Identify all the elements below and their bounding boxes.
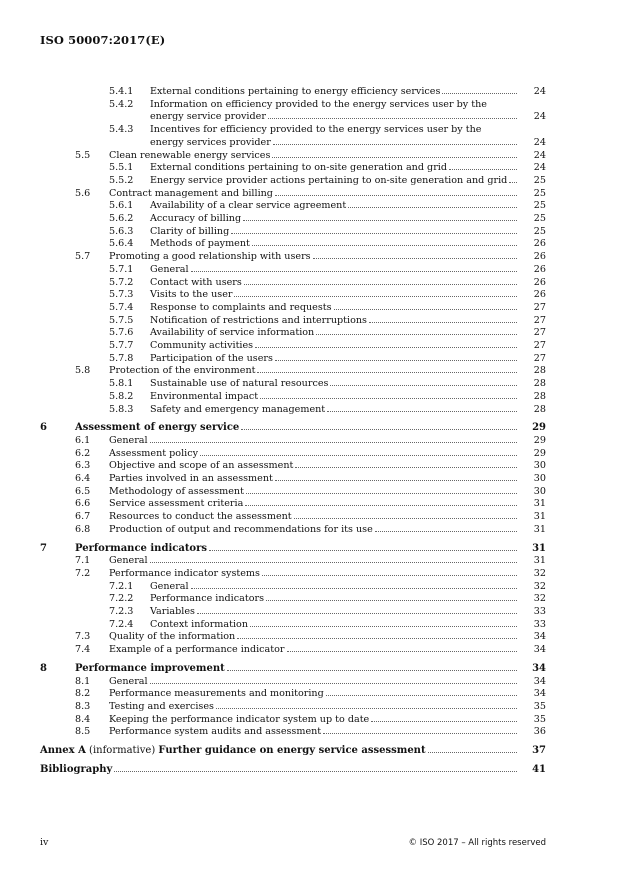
toc-entry-page: 27 [533,352,546,364]
toc-entry-number: 5.6.2 [109,213,134,224]
toc-entry-number: 5.7.1 [109,263,134,275]
toc-entry-page: 26 [533,263,546,275]
toc-entry-title: Parties involved in an assessment [109,473,273,484]
toc-entry-title: Availability of a clear service agreement [150,200,347,212]
dot-leader [250,626,517,627]
dot-leader [294,518,517,519]
toc-entry[interactable] [0,213,620,225]
dot-leader [262,575,517,576]
toc-entry[interactable] [0,315,620,327]
toc-entry-number: 6.8 [75,523,91,535]
toc-entry-page: 28 [533,403,546,415]
dot-leader [114,771,517,772]
dot-leader [327,411,517,412]
dot-leader [442,93,517,94]
toc-entry-page: 36 [533,726,546,738]
toc-entry-number: 5.6 [75,187,91,199]
toc-entry-page: 31 [533,498,546,510]
toc-entry[interactable] [0,486,620,498]
toc-entry-page: 30 [533,485,546,497]
toc-entry-number: 5.8.3 [109,403,134,415]
toc-entry-number: 7.1 [75,555,91,567]
toc-entry-page: 32 [533,580,546,592]
toc-entry-continuation [0,137,620,149]
toc-entry-page: 37 [532,745,546,756]
dot-leader [216,708,517,709]
toc-entry-number: 6.2 [75,447,91,459]
toc-entry[interactable] [0,200,620,212]
dot-leader [231,233,517,234]
dot-leader [273,144,517,145]
annex-title: Further guidance on energy service assessment [158,745,426,756]
toc-entry-page: 27 [533,301,546,313]
toc-entry[interactable] [0,340,620,352]
dot-leader [348,207,517,208]
toc-entry[interactable] [0,86,620,98]
toc-entry-page: 29 [533,434,546,446]
toc-entry[interactable] [0,701,620,713]
toc-entry[interactable] [0,264,620,276]
toc-entry-title: Variables [150,606,195,617]
toc-entry-number: 5.5.2 [109,174,134,186]
dot-leader [200,455,517,456]
dot-leader [275,480,517,481]
dot-leader [330,385,517,386]
toc-entry-page: 28 [533,390,546,402]
toc-entry-number: 5.5.1 [109,162,134,174]
page-number: iv [40,837,49,848]
toc-entry-page: 34 [532,662,546,674]
dot-leader [371,721,517,722]
dot-leader [326,695,517,696]
toc-entry[interactable] [0,391,620,403]
toc-entry-number: 6.6 [75,498,91,510]
toc-entry-number: 8.4 [75,713,91,725]
dot-leader [227,670,517,671]
toc-entry[interactable] [0,644,620,656]
toc-entry-number: 5.8.2 [109,390,134,402]
toc-entry-number: 5.4.1 [109,86,134,97]
toc-entry[interactable] [0,226,620,238]
toc-entry-number: 8.5 [75,726,91,738]
toc-entry-number: 5.6.3 [109,225,134,237]
toc-entry-title: General [109,675,148,687]
toc-entry-title: Notification of restrictions and interruptions [150,314,367,326]
dot-leader [241,429,517,430]
toc-entry-page: 30 [533,460,546,472]
toc-entry-title: Energy service provider actions pertaining to on-site generation and grid [150,174,508,186]
toc-entry[interactable] [0,124,620,136]
annex-status: (informative) [85,745,159,756]
toc-entry[interactable] [0,745,620,757]
toc-entry-title: Performance measurements and monitoring [109,688,324,700]
toc-entry[interactable] [0,511,620,523]
toc-entry-title: Assessment of energy service [75,422,240,434]
dot-leader [150,562,517,563]
toc-entry-page: 34 [533,688,546,700]
toc-entry-number: 7.4 [75,644,91,656]
toc-entry[interactable] [0,289,620,301]
dot-leader [323,733,517,734]
toc-entry[interactable] [0,277,620,289]
toc-entry[interactable] [0,404,620,416]
dot-leader [316,334,517,335]
toc-entry-title: External conditions pertaining to on-site generation and grid [150,162,447,174]
toc-entry-page: 28 [533,378,546,390]
toc-entry-title: Accuracy of billing [150,213,242,224]
dot-leader [150,442,517,443]
toc-entry-page: 41 [532,763,546,775]
toc-entry-page: 32 [533,593,546,605]
toc-entry-title: External conditions pertaining to energy efficiency services [150,86,441,97]
toc-entry-page: 24 [533,111,546,123]
toc-entry-number: 5.6.4 [109,238,134,250]
dot-leader [375,531,517,532]
dot-leader [266,600,517,601]
toc-entry-number: 5.4.2 [109,98,134,110]
toc-entry-title: General [109,434,148,446]
toc-entry[interactable] [0,555,620,567]
dot-leader [334,309,517,310]
toc-entry-title: Visits to the user [150,289,233,301]
toc-entry[interactable] [0,606,620,618]
toc-entry-title: Assessment policy [109,447,199,459]
toc-entry[interactable] [0,726,620,738]
toc-entry-number: 5.7.4 [109,301,134,313]
toc-entry[interactable] [0,150,620,162]
toc-entry-title: Contact with users [150,276,242,288]
toc-entry-page: 32 [533,567,546,579]
toc-entry-number: 5.7.7 [109,340,134,351]
toc-entry[interactable] [0,99,620,111]
toc-entry-number: 6.7 [75,511,91,523]
toc-entry-page: 24 [533,149,546,161]
toc-entry-page: 31 [533,511,546,523]
toc-entry-continuation [0,111,620,123]
toc-entry-title: Clean renewable energy services [109,149,271,161]
toc-entry[interactable] [0,365,620,377]
toc-entry-number: 7.2.2 [109,593,134,605]
toc-entry-number: 6.3 [75,460,91,472]
toc-entry-title: Performance indicators [75,542,208,554]
toc-entry-page: 25 [533,200,546,212]
toc-entry-title: General [150,580,189,592]
dot-leader [191,588,517,589]
toc-entry-number: 5.5 [75,149,91,161]
dot-leader [197,613,517,614]
toc-entry-number: 5.7.3 [109,289,134,301]
toc-entry[interactable] [0,714,620,726]
dot-leader [272,157,517,158]
toc-entry-title: Community activities [150,340,254,351]
toc-entry-page: 28 [533,365,546,377]
toc-entry-page: 33 [533,618,546,630]
dot-leader [245,505,517,506]
toc-entry-number: 8.2 [75,688,91,700]
dot-leader [246,493,517,494]
toc-entry-page: 29 [532,422,546,434]
dot-leader [295,467,517,468]
toc-entry-page: 33 [533,606,546,617]
dot-leader [252,245,517,246]
toc-entry-number: 7.2 [75,567,91,579]
toc-entry[interactable] [0,302,620,314]
toc-entry-title: Protection of the environment [109,365,256,377]
toc-entry[interactable] [0,251,620,263]
toc-entry-number: 5.8 [75,365,91,377]
toc-entry[interactable] [0,568,620,580]
dot-leader [369,322,517,323]
toc-entry-number: 8.1 [75,675,91,687]
toc-entry[interactable] [0,327,620,339]
toc-entry-page: 25 [533,225,546,237]
toc-entry-page: 31 [533,523,546,535]
toc-entry[interactable] [0,188,620,200]
toc-entry-title: Clarity of billing [150,225,230,237]
toc-entry-page: 26 [533,251,546,263]
toc-entry-page: 29 [533,447,546,459]
dot-leader [234,296,517,297]
toc-entry-number: 5.6.1 [109,200,134,212]
toc-entry-number: 6 [40,422,47,434]
toc-entry-title: Participation of the users [150,352,273,364]
toc-entry-number: 8.3 [75,700,91,712]
toc-entry-title: General [150,263,189,275]
dot-leader [287,651,518,652]
toc-entry-page: 34 [533,631,546,643]
toc-entry[interactable] [0,764,620,776]
dot-leader [449,169,517,170]
toc-entry-title: Resources to conduct the assessment [109,511,292,523]
annex-label: Annex A [40,745,86,756]
toc-entry[interactable] [0,473,620,485]
toc-entry[interactable] [0,162,620,174]
toc-entry-title: Objective and scope of an assessment [109,460,294,472]
toc-entry-title: Response to complaints and requests [150,301,332,313]
toc-entry-title-cont: energy services provider [150,136,271,148]
toc-entry-title: Incentives for efficiency provided to the energy services user by the [150,124,482,136]
toc-entry[interactable] [0,688,620,700]
toc-entry-title: Testing and exercises [109,700,214,712]
toc-entry[interactable] [0,422,620,434]
toc-entry-number: 5.7.8 [109,352,134,364]
toc-entry-title: Bibliography [40,763,113,775]
toc-entry[interactable] [0,448,620,460]
toc-entry-number: 7 [40,542,47,554]
dot-leader [237,638,517,639]
toc-entry-page: 24 [533,86,546,97]
toc-entry-title: Performance indicator systems [109,567,260,579]
toc-entry-title: Performance indicators [150,593,264,605]
toc-entry-page: 24 [533,136,546,148]
toc-entry[interactable] [0,593,620,605]
toc-entry-page: 34 [533,675,546,687]
dot-leader [428,752,517,753]
toc-entry-page: 26 [533,238,546,250]
toc-entry-title: Example of a performance indicator [109,644,285,656]
dot-leader [268,118,517,119]
toc-entry-title: Service assessment criteria [109,498,244,510]
dot-leader [150,683,517,684]
toc-entry-number: 5.7.6 [109,327,134,339]
toc-entry-page: 34 [533,644,546,656]
toc-entry-page: 24 [533,162,546,174]
toc-entry[interactable] [0,498,620,510]
copyright-notice: © ISO 2017 – All rights reserved [408,838,546,848]
toc-entry-title: Keeping the performance indicator system up to date [109,713,370,725]
toc-entry-title: Environmental impact [150,390,259,402]
document-header: ISO 50007:2017(E) [40,33,166,47]
toc-entry-number: 6.5 [75,485,91,497]
toc-entry-page: 31 [533,555,546,567]
toc-entry-page: 27 [533,314,546,326]
toc-entry-title: Sustainable use of natural resources [150,378,329,390]
dot-leader [509,182,517,183]
toc-entry[interactable] [0,581,620,593]
toc-entry[interactable] [0,378,620,390]
dot-leader [191,271,517,272]
dot-leader [243,220,517,221]
toc-entry-title: Performance improvement [75,662,225,674]
toc-entry-title [40,745,427,757]
toc-entry-page: 27 [533,340,546,351]
toc-entry[interactable] [0,460,620,472]
toc-entry-number: 7.2.1 [109,580,134,592]
toc-entry-title: Information on efficiency provided to the energy services user by the [150,98,487,110]
toc-entry[interactable] [0,435,620,447]
toc-entry-page: 25 [533,213,546,224]
dot-leader [275,360,517,361]
toc-entry-title: Promoting a good relationship with users [109,251,311,263]
toc-entry-page: 30 [533,473,546,484]
toc-entry[interactable] [0,663,620,675]
toc-entry-number: 7.2.4 [109,618,134,630]
toc-entry-title: Performance system audits and assessment [109,726,322,738]
toc-entry-number: 7.3 [75,631,91,643]
toc-entry-page: 27 [533,327,546,339]
toc-entry-title: Production of output and recommendations for its use [109,523,373,535]
toc-entry-page: 25 [533,187,546,199]
toc-entry-title: Safety and emergency management [150,403,326,415]
toc-entry-number: 6.4 [75,473,91,484]
dot-leader [255,347,517,348]
toc-entry[interactable] [0,631,620,643]
toc-entry-title: Availability of service information [150,327,315,339]
toc-entry-number: 5.7.5 [109,314,134,326]
toc-entry-number: 7.2.3 [109,606,134,617]
toc-entry-title: Context information [150,618,248,630]
dot-leader [209,550,517,551]
toc-entry-page: 26 [533,276,546,288]
toc-entry-page: 26 [533,289,546,301]
dot-leader [244,284,517,285]
toc-entry-number: 8 [40,662,47,674]
toc-entry[interactable] [0,619,620,631]
toc-entry-page: 35 [533,700,546,712]
toc-entry-number: 5.4.3 [109,124,134,136]
toc-entry-number: 5.7.2 [109,276,134,288]
toc-entry-number: 6.1 [75,434,91,446]
toc-entry[interactable] [0,175,620,187]
toc-entry[interactable] [0,238,620,250]
toc-entry-title: Quality of the information [109,631,236,643]
toc-entry-title-cont: energy service provider [150,111,266,123]
dot-leader [275,195,517,196]
toc-entry[interactable] [0,676,620,688]
toc-entry-title: Methods of payment [150,238,250,250]
toc-entry-title: Contract management and billing [109,187,273,199]
toc-entry-page: 25 [533,174,546,186]
toc-entry-title: General [109,555,148,567]
dot-leader [313,258,517,259]
toc-entry-number: 5.7 [75,251,91,263]
toc-entry-number: 5.8.1 [109,378,134,390]
toc-entry-title: Methodology of assessment [109,485,244,497]
toc-entry-page: 31 [532,542,546,554]
dot-leader [260,398,517,399]
toc-entry[interactable] [0,353,620,365]
dot-leader [257,372,517,373]
toc-entry[interactable] [0,543,620,555]
toc-entry-page: 35 [533,713,546,725]
toc-entry[interactable] [0,524,620,536]
